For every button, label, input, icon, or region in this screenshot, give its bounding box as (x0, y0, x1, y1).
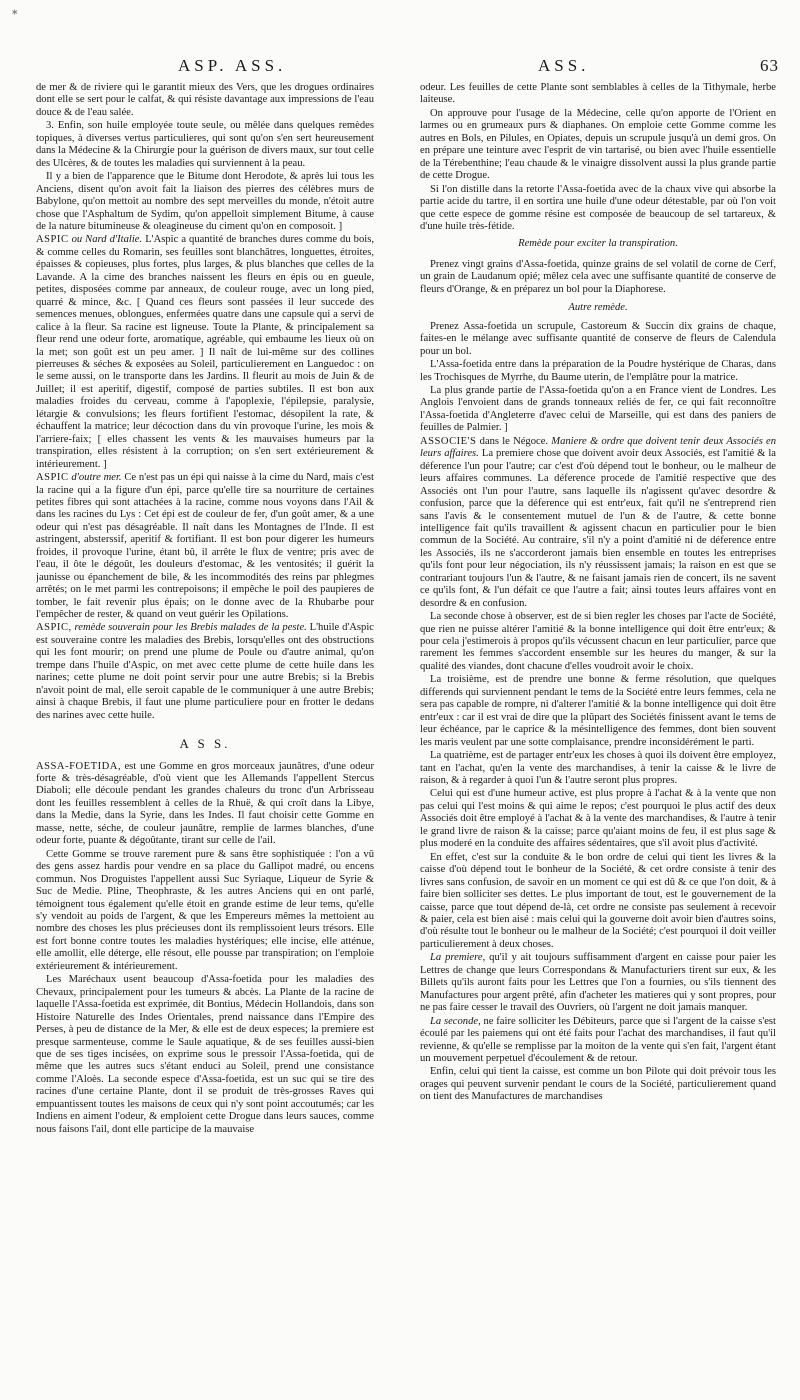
entry-text: L'huile d'Aspic est souveraine contre les maladies des Brebis, lorsqu'elles ont des obstructions qui les font mourir; on prend une plume de Poule ou d'autre animal, qu'on trempe dans l'huile d'Aspic, on met avec cette plume de cette huile dans les narines; cette plume ne doit point servir pour une autre Brebis; si la Brebis n'avoit point de mal, elle seroit capable de le communiquer à une autre Brebis; ainsi à chaque Brebis, il faut une plume particuliere pour en frotter le dedans des narines avec cette huile. (36, 622, 374, 721)
left-column (36, 82, 374, 1377)
entry-assa-foetida (36, 761, 374, 848)
entry-text: , est une Gomme en gros morceaux jaunâtres, d'une odeur forte & très-désagréable, d'où vient que les Allemands l'appellent Stercus Diaboli; elle découle pendant les grandes chaleurs du tronc d'un Arbrisseau dont les feuilles ressemblent à celles de la Rhuë, & qui croît dans la Libye, dans la Medie, dans la Syrie, dans les Indes. Il faut choisir cette Gomme en masse, nette, séche, de couleur jaunâtre, remplie de larmes blanches, d'une odeur forte, puante & dégoûtante, tirant sur celle de l'ail. (36, 760, 374, 847)
paragraph-active-partner: Celui qui est d'une humeur active, est plus propre à l'achat & à la vente que non pas celui qui l'est moins & qui aime le repos; c'est pourquoi le plus actif des deux Associés doit être employé à l'achat & à la vente des marchandises, & l'autre à tenir le grand livre de raison & la caisse; parce qu'aiant moins de feu, il est plus sage & plus moderé en la conduite des affaires sédentaires, que s'il avoit plus d'activité. (420, 788, 776, 850)
entry-aspic-outre-mer (36, 472, 374, 621)
paragraph-bitumen-babylon: Il y a bien de l'apparence que le Bitume dont Herodote, & après lui tous les Anciens, disent qu'on avoit fait la liaison des pierres des célèbres murs de Babylone, qu'on mettoit au nombre des sept merveilles du monde, n'étoit autre chose que l'Asphaltum de Sydim, qu'on appelloit simplement Bitume, à cause de la nature bitumineuse & oleagineuse du ciment qu'on en composoit. ] (36, 171, 374, 232)
paragraph-text: , qu'il y ait toujours suffisamment d'argent en caisse pour paier les Lettres de change que leurs Correspondans & Manufacturiers tirent sur eux, & les Billets qu'ils auront faits pour les Lettres que l'on a fournies, ou s'ils tiennent des Manufactures pour argent prêté, afin d'acheter les matieres qui y sont propres, pour ne pas faire cesser le travail des Ouvriers, où l'argent ne doit jamais manquer. (420, 952, 776, 1014)
paragraph-first-duty (420, 952, 776, 1014)
running-head-right: ASS. (538, 56, 590, 75)
page-number: 63 (760, 56, 779, 75)
paragraph-remedy-recipe: Prenez vingt grains d'Assa-foetida, quinze grains de sel volatil de corne de Cerf, un grain de Laudanum opié; mêlez cela avec une suffisante quantité de conserve de fleurs d'Orange, & en préparez un bol pour la Diaphorese. (420, 258, 776, 295)
paragraph-gum-adulteration: Cette Gomme se trouve rarement pure & sans être sophistiquée : l'on a vû des gens assez hardis pour vendre en sa place du Gallipot madré, ou encens commun. Nos Droguistes l'appellent aussi Suc Syriaque, Liqueur de Syrie & Suc de Medie. Pline, Theophraste, & les autres Anciens qui en ont parlé, témoignent tous également qu'elle étoit en grande estime de leur tems, qu'elle s'y vendoit au poids de l'argent, & que les Empereurs mêmes la mettoient au nombre des choses les plus précieuses dont ils remplissoient leurs trésors. Elle est fort bonne contre toutes les maladies hystériques; elle incise, elle atténue, elle amollit, elle déterge, elle résout, elle pousse par transpiration; on l'emploie extérieurement & intérieurement. (36, 848, 374, 972)
paragraph-second-duty (420, 1016, 776, 1066)
entry-aspic-brebis (36, 622, 374, 722)
entry-text: La premiere chose que doivent avoir deux Associés, est l'amitié & la déference l'un pour l'autre; car c'est d'où dépend tout le bonheur, ou le malheur de leurs affaires communes. La déference procede de l'amitié respective que des Associés ont l'un pour l'autre, sans laquelle ils n'agissent qu'avec desordre & confusion, parce que la déference qui est entr'eux, fait qu'il ne s'entreprend rien sans l'avis & le consentement mutuel de l'un & de l'autre, & cette bonne intelligence fait qu'ils travaillent & agissent chacun en particulier pour le bien commun de la Société. Au contraire, s'il n'y a point d'amitié ni de déference entre les Associés, ils ne s'accorderont jamais bien ensemble en toutes les entreprises qu'ils font pour leur négociation, ils n'y réussissent jamais; la raison en est que se contrariant toujours l'un & l'autre, & ne faisant jamais rien de concert, ils ne savent ce qu'ils font, & l'un défait ce que l'autre a fait; ainsi toutes leurs affaires vont en desordre & en confusion. (420, 448, 776, 609)
paragraph-pilot-analogy: Enfin, celui qui tient la caisse, est comme un bon Pilote qui doit prévoir tous les orages qui peuvent survenir pendant le cours de la Société, particulierement quand on tient des Manufactures de marchandises (420, 1066, 776, 1103)
running-head-left: ASP. ASS. (178, 56, 287, 75)
paragraph-medical-use: On approuve pour l'usage de la Médecine, celle qu'on apporte de l'Orient en larmes ou en grumeaux purs & diaphanes. On emploie cette Gomme comme les autres en Bols, en Pilules, en Opiates, depuis un scrupule jusqu'à un demi gros. On en prépare une teinture avec l'esprit de vin tartarisé, ou bien avec l'huile essentielle de la Térebenthine; l'eau chaude & le vinaigre dissolvent aussi la plus grande partie de cette Drogue. (420, 107, 776, 182)
remedy-heading: Autre remède. (568, 302, 628, 314)
remedy-heading: Remède pour exciter la transpiration. (518, 238, 678, 250)
headword-subtitle: d'outre mer. (71, 472, 122, 484)
paragraph-remedy-recipe: Prenez Assa-foetida un scrupule, Castoreum & Succin dix grains de chaque, faites-en le mélange avec suffisante quantité de conserve de fleurs de Calendula pour un bol. (420, 320, 776, 357)
paragraph-third-rule: La troisième, est de prendre une bonne & ferme résolution, que quelques differends qui surviennent pendant le tems de la Société entre leurs femmes, cela ne sera pas capable de rompre, ni d'alterer l'amitié & la bonne intelligence qui doit être entr'eux : car il est vrai de dire que la plûpart des Sociétés finissent avant le tems de leur échéance, par le caprice & la mésintelligence des femmes, dont bien souvent les maris veulent par une sotte complaisance, prendre inconsidérément le parti. (420, 674, 776, 748)
headword-associes: ASSOCIE'S (420, 435, 477, 447)
paragraph-oil-uses: 3. Enfin, son huile employée toute seule, ou mêlée dans quelques remèdes topiques, à diverses vertus particulieres, qui sont qu'on s'en sert heureusement dans la Médecine & la Chirurgie pour la guérison de divers maux, sur tout celle des Ulcères, & de toutes les maladies qui surviennent à la peau. (36, 120, 374, 169)
paragraph-preparations: L'Assa-foetida entre dans la préparation de la Poudre hystérique de Charas, dans les Trochisques de Myrrhe, du Baume uterin, de l'emplâtre pour la matrice. (420, 359, 776, 383)
paragraph-continuation: odeur. Les feuilles de cette Plante sont semblables à celles de la Tithymale, herbe laiteuse. (420, 82, 776, 106)
entry-text: L'Aspic a quantité de branches dures comme du bois, & comme celles du Romarin, ses feuilles sont blanchâtres, longuettes, étroites, épaisses & copieuses, plus fortes, plus larges, & plus blanches que celles de la Lavande. A la cime des branches naissent les fleurs en épis ou en gueule, petites, disposées comme par anneaux, de couleur rouge, avec un long pied, quarré & mince, &c. [ Quand ces fleurs sont passées il leur succede des semences menues, oblongues, enfermées quatre dans une capsule qui a servi de calice à la fleur. Sa racine est ligneuse. Toute la Plante, & principalement sa fleur rend une odeur forte, aromatique, agréable, qui embaume les lieux où on la met; son goût est un peu amer. ] Il naît de lui-même sur des collines pierreuses & séches & exposées au Soleil, particulierement en Languedoc : on le seme aussi, on le transporte dans les Jardins. Il fleurit au mois de Juin & de Juillet; il est aperitif, digestif, composé de parties subtiles. Il est bon aux maladies froides du cerveau, comme à l'apoplexie, l'épilepsie, paralysie, létargie & convulsions; les fleurs fortifient l'estomac, désopilent la rate, & échauffent la matrice; leur décoction dans du vin provoque l'urine, les mois & l'arriere-faix; [ elles chassent les vents & les mauvaises humeurs par la transpiration, elles résistent à la corruption; on s'en sert extérieurement & intérieurement. ] (36, 234, 374, 470)
lead-phrase: La premiere (430, 952, 483, 964)
paragraph-text: , ne faire solliciter les Débiteurs, parce que si l'argent de la caisse s'est écoulé par les paiemens qui ont été faits pour l'achat des marchandises, il faut qu'il revienne, & qu'elle se remplisse par la moiton de la vente qui s'en fait, l'argent étant un mouvement perpetuel d'écoulement & de retour. (420, 1015, 776, 1064)
paragraph-bookkeeping: En effet, c'est sur la conduite & le bon ordre de celui qui tient les livres & la caisse d'où dépend tout le bonheur de la Société, & cet ordre consiste à tenir des livres sans confusion, de savoir en un moment ce qui est dû & ce que l'on doit, & à faire bien solliciter ses dettes. Le plus important de tout, est le gouvernement de la caisse, parce que tout dépend de-là, cet ordre ne consiste pas seulement à recevoir & paier, cela est bien aisé : mais celui qui la gouverne doit avoir bien d'autres soins, d'où résulte tout le bonheur ou le malheur de la Société; c'est pourquoi il doit veiller particulierement à deux choses. (420, 851, 776, 950)
entry-text: Ce n'est pas un épi qui naisse à la cime du Nard, mais c'est la racine qui a la figure d'un épi, parce qu'elle tire sa nourriture de certaines petites fibres qui sont attachées à la racine, comme nous voyons dans l'Ail & dans les racines du Lys : Cet épi est de couleur de fer, d'un goût amer, & a une odeur qui n'est pas désagréable. Il naît dans les Montagnes de l'Inde. Il est astringent, absterssif, aperitif & fortifiant. Il est bon pour digerer les humeurs froides, il provoque l'urine, étant bû, il arrête le flux de ventre; pris avec de l'eau, il ôte le dégoût, les douleurs d'estomac, & les ventosités; il guérit la jaunisse ou épanchement de bile, & les incommodités des reins par phlegmes arrêtés; on le met parmi les contrepoisons; il empêche le poil des paupieres de tomber, le fait revenir plus épais; on le donne avec de la Rhubarbe pour l'empêcher de rester, & quand on veut guérir les Opilations. (36, 472, 374, 621)
page-corner-mark: * (12, 8, 18, 21)
paragraph-origin-london: La plus grande partie de l'Assa-foetida qu'on a en France vient de Londres. Les Anglois l'envoient dans de grands tonneaux reliés de fer, ce qui fait reconnoître l'Assa-foetida d'Angleterre d'avec celui de Marseille, qui est dans des paniers de feuilles de Palmier. ] (420, 384, 776, 434)
headword-aspic: ASPIC (36, 472, 69, 484)
section-heading: A S S. (179, 736, 231, 752)
headword-aspic: ASPIC, (36, 622, 72, 634)
headword-aspic: ASPIC (36, 234, 69, 246)
paragraph-continuation: de mer & de riviere qui le garantit mieux des Vers, que les drogues ordinaires dont elle se sert pour le calfat, & qui résiste davantage aux impressions de l'eau douce & de l'eau salée. (36, 82, 374, 118)
paragraph-farriers: Les Maréchaux usent beaucoup d'Assa-foetida pour les maladies des Chevaux, principalement pour les tumeurs & abcès. La Plante de la racine de laquelle l'Assa-foetida est exprimée, dit Bontius, Médecin Hollandois, dans son Histoire Naturelle des Indes Orientales, prend naissance dans l'Empire des Perses, à peu de distance de la Mer, & elle est de deux especes; la premiere est presque sarmenteuse, comme le Saule aquatique, & de ses feuilles aussi-bien que de ses tiges incisées, on exprime sous le pressoir l'Assa-foetida, qui de même que les autres sucs s'étant enduci au Soleil, prend une consistance comme l'Aloès. La seconde espece d'Assa-foetida, est un suc qui se tire des racines d'une certaine Plante, dont il se produit de très-grosses Raves qui empuantissent toutes les maisons de ceux qui n'y sont point accoutumés; car les Indiens en aiment l'odeur, & emploient cette Drogue dans leurs sauces, comme nous faisons l'ail, dont elle participe de la mauvaise (36, 974, 374, 1135)
lead-phrase: La seconde (430, 1015, 479, 1027)
headword-subtitle: remède souverain pour les Brebis malades de la peste. (74, 622, 307, 634)
entry-associes (420, 436, 776, 610)
headword-assa-foetida: ASSA-FOETIDA (36, 760, 118, 772)
running-head (0, 56, 800, 78)
entry-text: dans le Négoce. (479, 435, 549, 447)
right-column (420, 82, 776, 1377)
paragraph-fourth-rule: La quatrième, est de partager entr'eux les choses à quoi ils doivent être employez, tant en l'achat, qu'en la vente des marchandises, à tenir la caisse & le livre de raison, & à regarder à quoi l'un & l'autre seront plus propres. (420, 750, 776, 787)
headword-subtitle: Maniere & ordre que doivent tenir deux Associés en leurs affaires. (420, 435, 776, 460)
paragraph-second-rule: La seconde chose à observer, est de si bien regler les choses par l'acte de Société, que rien ne puisse altérer l'amitié & la bonne intelligence qui doit être entr'eux; & pour cela j'estimerois à propos qu'ils vécussent chacun en leur particulier, parce que rarement les femmes s'accordent ensemble sur les heures du manger, & sur la qualité des viandes, dont chacune d'elles voudroit avoir le choix. (420, 611, 776, 672)
headword-subtitle: ou Nard d'Italie. (71, 234, 143, 246)
paragraph-distillation: Si l'on distille dans la retorte l'Assa-foetida avec de la chaux vive qui absorbe la partie acide du tartre, il en sortira une huile d'une odeur détestable, par où l'on voit que cette espece de gomme résine est composée de beaucoup de sel tartareux, & d'une huile très-fétide. (420, 183, 776, 232)
entry-aspic-nard (36, 234, 374, 471)
